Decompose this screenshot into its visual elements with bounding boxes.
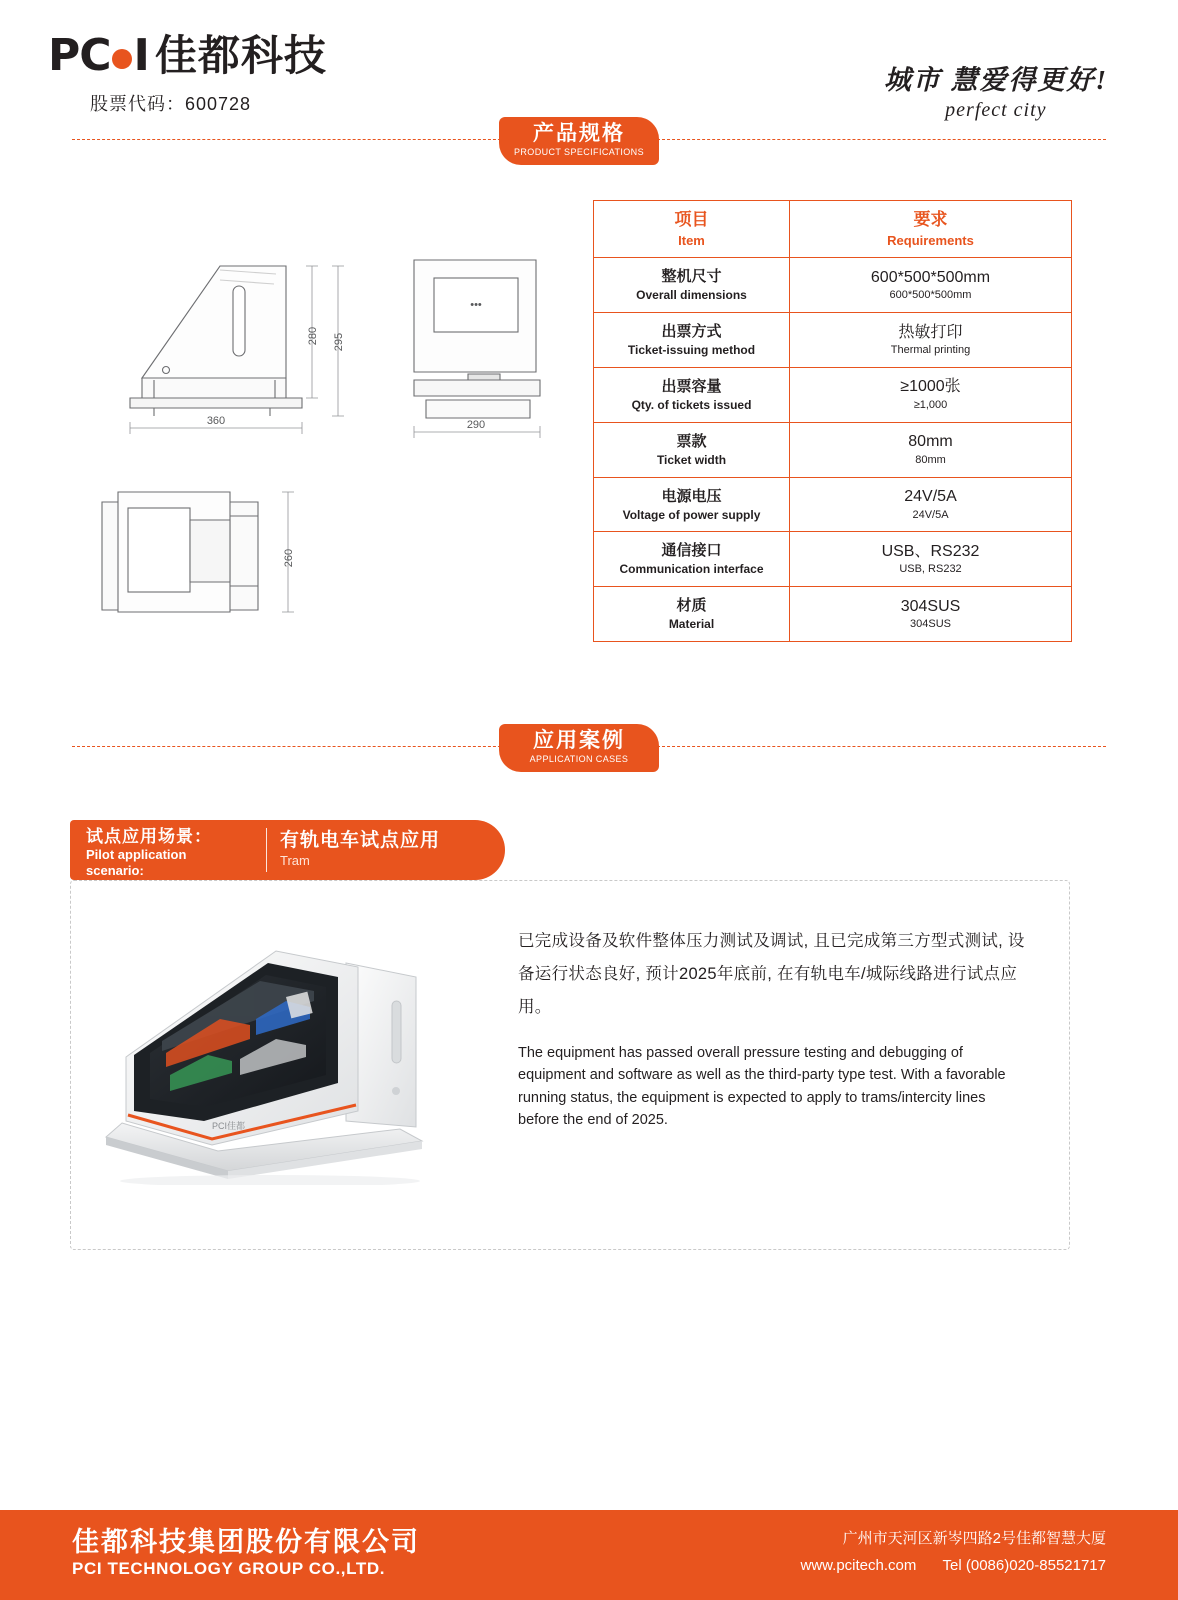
table-header-row bbox=[594, 201, 1072, 258]
table-cell-item bbox=[594, 422, 790, 477]
pilot-scenario-value-en: Tram bbox=[280, 852, 310, 868]
spec-item-en: Qty. of tickets issued bbox=[631, 398, 752, 413]
footer-telephone: Tel (0086)020-85521717 bbox=[942, 1556, 1106, 1574]
spec-req-en: 24V/5A bbox=[912, 508, 949, 521]
tag-divider bbox=[266, 828, 267, 872]
footer-contact-info bbox=[800, 1528, 1106, 1577]
table-header-req-cn: 要求 bbox=[913, 210, 948, 229]
dimension-side-width: 360 bbox=[206, 415, 226, 427]
spec-item-en: Material bbox=[668, 617, 715, 632]
spec-req-en: 80mm bbox=[915, 453, 946, 466]
section-title-cases-cn: 应用案例 bbox=[533, 729, 625, 752]
banner-dash-left bbox=[72, 746, 526, 747]
spec-req-cn: 热敏打印 bbox=[898, 323, 963, 341]
table-header-requirements bbox=[790, 201, 1072, 258]
table-cell-requirement bbox=[790, 368, 1072, 423]
table-cell-requirement bbox=[790, 258, 1072, 313]
section-title-specs bbox=[499, 117, 659, 165]
table-header-item-en: Item bbox=[678, 232, 705, 248]
spec-req-cn: USB、RS232 bbox=[881, 542, 980, 560]
spec-item-en: Communication interface bbox=[619, 562, 764, 577]
section-title-specs-cn: 产品规格 bbox=[533, 122, 625, 145]
spec-req-en: USB, RS232 bbox=[899, 563, 962, 576]
spec-item-cn: 出票方式 bbox=[661, 323, 722, 341]
case-description-cn: 已完成设备及软件整体压力测试及调试, 且已完成第三方型式测试, 设备运行状态良好, 预计2025年底前, 在有轨电车/城际线路进行试点应用。 bbox=[518, 932, 1025, 1016]
spec-item-cn: 通信接口 bbox=[661, 542, 722, 560]
table-cell-item bbox=[594, 368, 790, 423]
logo-text-right: I bbox=[133, 30, 149, 81]
front-screen-placeholder: ••• bbox=[470, 299, 482, 311]
spec-item-cn: 票款 bbox=[676, 432, 707, 450]
spec-item-en: Voltage of power supply bbox=[622, 507, 761, 522]
brand-slogan bbox=[884, 58, 1108, 122]
logo-dot-icon bbox=[112, 49, 132, 69]
pilot-scenario-value-cn: 有轨电车试点应用 bbox=[280, 830, 441, 851]
pilot-scenario-label-en-line2: scenario: bbox=[86, 863, 144, 879]
table-row bbox=[594, 368, 1072, 423]
spec-req-cn: 24V/5A bbox=[904, 488, 957, 506]
table-row bbox=[594, 258, 1072, 313]
table-cell-requirement bbox=[790, 477, 1072, 532]
footer-website[interactable]: www.pcitech.com bbox=[800, 1556, 917, 1574]
slogan-english: perfect city bbox=[945, 99, 1047, 121]
section-title-specs-en: PRODUCT SPECIFICATIONS bbox=[514, 147, 644, 158]
section-title-cases bbox=[499, 724, 659, 772]
case-description bbox=[518, 925, 1028, 1132]
pilot-scenario-label-cn: 试点应用场景： bbox=[86, 827, 212, 846]
table-row bbox=[594, 422, 1072, 477]
table-header-item bbox=[594, 201, 790, 258]
spec-req-en: ≥1,000 bbox=[913, 399, 948, 412]
page-footer bbox=[0, 1510, 1178, 1600]
spec-req-en: Thermal printing bbox=[890, 344, 971, 357]
table-row bbox=[594, 477, 1072, 532]
spec-req-en: 304SUS bbox=[910, 618, 951, 631]
table-cell-item bbox=[594, 477, 790, 532]
section-banner-cases bbox=[0, 724, 1178, 772]
table-row bbox=[594, 587, 1072, 642]
device-brand-label: PCI佳都 bbox=[212, 1121, 246, 1131]
table-cell-item bbox=[594, 313, 790, 368]
spec-item-en: Ticket width bbox=[656, 452, 727, 467]
spec-item-cn: 电源电压 bbox=[661, 487, 722, 505]
dimension-front-width: 290 bbox=[466, 419, 486, 431]
pilot-scenario-value bbox=[280, 829, 440, 869]
table-header-req-en: Requirements bbox=[887, 232, 974, 248]
table-cell-requirement bbox=[790, 422, 1072, 477]
slogan-chinese: 城市 慧爱得更好! bbox=[883, 65, 1108, 95]
pilot-scenario-label-en-line1: Pilot application bbox=[86, 847, 187, 863]
section-banner-specs bbox=[0, 117, 1178, 165]
spec-req-cn: 304SUS bbox=[900, 597, 961, 615]
logo-text-left: PC bbox=[48, 30, 111, 81]
banner-dash-right bbox=[652, 139, 1106, 140]
table-header-item-cn: 项目 bbox=[674, 210, 709, 229]
spec-item-cn: 材质 bbox=[676, 597, 707, 615]
table-cell-requirement bbox=[790, 587, 1072, 642]
pilot-scenario-tag bbox=[70, 820, 505, 880]
stock-code: 股票代码：600728 bbox=[90, 94, 252, 114]
logo-chinese-name: 佳都科技 bbox=[154, 32, 327, 79]
spec-item-cn: 整机尺寸 bbox=[661, 268, 722, 286]
technical-drawings bbox=[70, 230, 560, 650]
specifications-table bbox=[593, 200, 1072, 642]
spec-req-cn: 600*500*500mm bbox=[870, 268, 991, 286]
pilot-scenario-label bbox=[86, 827, 261, 879]
banner-dash-left bbox=[72, 139, 526, 140]
footer-company-en: PCI TECHNOLOGY GROUP CO.,LTD. bbox=[72, 1559, 386, 1579]
table-cell-item bbox=[594, 532, 790, 587]
spec-item-en: Ticket-issuing method bbox=[627, 343, 756, 358]
dimension-side-height-2: 295 bbox=[333, 332, 345, 352]
footer-company bbox=[72, 1526, 420, 1580]
dimension-top-depth: 260 bbox=[283, 548, 295, 568]
spec-req-cn: ≥1000张 bbox=[900, 378, 961, 396]
footer-address: 广州市天河区新岑四路2号佳都智慧大厦 bbox=[842, 1530, 1106, 1547]
brand-logo bbox=[48, 30, 327, 116]
spec-req-en: 600*500*500mm bbox=[889, 289, 972, 302]
table-cell-requirement bbox=[790, 532, 1072, 587]
spec-item-cn: 出票容量 bbox=[661, 378, 722, 396]
section-title-cases-en: APPLICATION CASES bbox=[529, 754, 629, 765]
device-photo bbox=[100, 915, 470, 1185]
footer-company-cn: 佳都科技集团股份有限公司 bbox=[72, 1527, 420, 1557]
table-row bbox=[594, 532, 1072, 587]
table-cell-item bbox=[594, 258, 790, 313]
table-cell-requirement bbox=[790, 313, 1072, 368]
spec-item-en: Overall dimensions bbox=[636, 288, 747, 303]
table-cell-item bbox=[594, 587, 790, 642]
case-description-en: The equipment has passed overall pressure testing and debugging of equipment and software as well as the third-party type test. With a favorable running status, the equipment is expected to apply to trams/intercity lines before the end of 2025. bbox=[518, 1045, 1006, 1129]
banner-dash-right bbox=[652, 746, 1106, 747]
spec-req-cn: 80mm bbox=[908, 433, 953, 451]
dimension-side-height-1: 280 bbox=[307, 326, 319, 346]
table-row bbox=[594, 313, 1072, 368]
